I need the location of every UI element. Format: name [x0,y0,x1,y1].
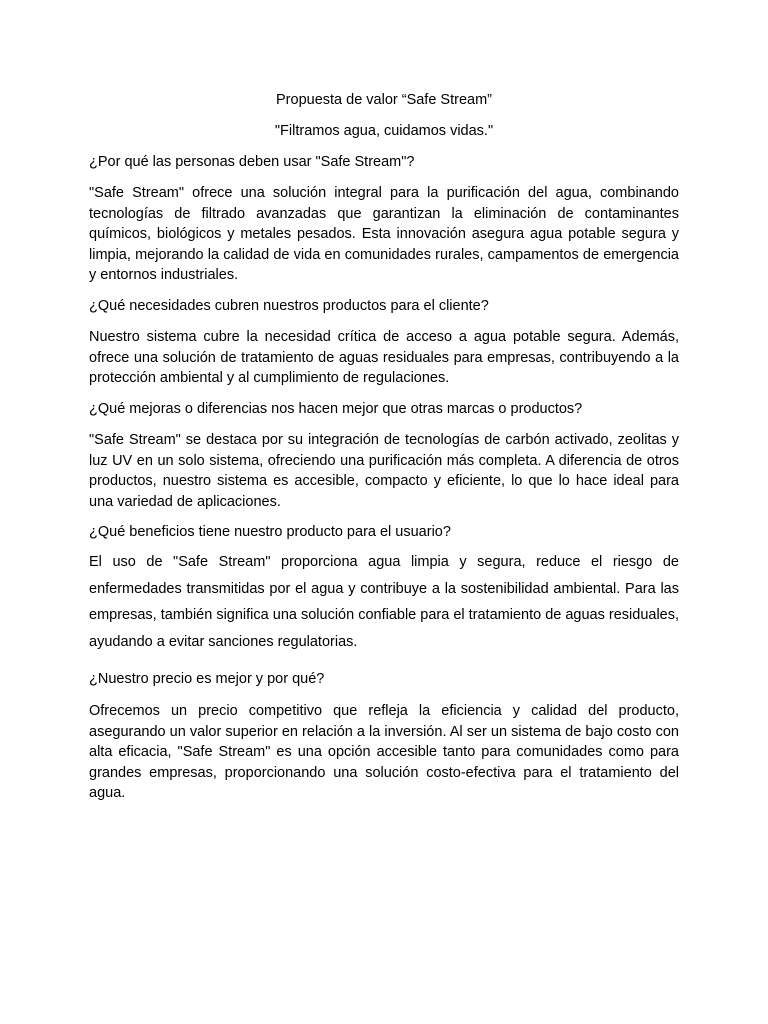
document-page [89,0,679,1024]
section-answer-1: "Safe Stream" ofrece una solución integral para la purificación del agua, combinando tecnologías de filtrado avanzadas que garantizan la eliminación de contaminantes químicos, biológicos y metales pesados. Esta innovación asegura agua potable segura y limpia, mejorando la calidad de vida en comunidades rurales, campamentos de emergencia y entornos industriales. [89,185,679,283]
section-answer-3: "Safe Stream" se destaca por su integración de tecnologías de carbón activado, zeolitas y luz UV en un solo sistema, ofreciendo una purificación más completa. A diferencia de otros productos, nuestro sistema es accesible, compacto y eficiente, lo que lo hace ideal para una variedad de aplicaciones. [89,432,679,510]
section-question-3: ¿Qué mejoras o diferencias nos hacen mejor que otras marcas o productos? [89,401,583,417]
section-answer-4: El uso de "Safe Stream" proporciona agua limpia y segura, reduce el riesgo de enfermedades transmitidas por el agua y contribuye a la sostenibilidad ambiental. Para las empresas, también significa una solución confiable para el tratamiento de aguas residuales, ayudando a evitar sanciones regulatorias. [89,554,680,650]
document-slogan: "Filtramos agua, cuidamos vidas." [274,123,494,139]
section-question-4: ¿Qué beneficios tiene nuestro producto para el usuario? [89,524,451,540]
section-question-2: ¿Qué necesidades cubren nuestros productos para el cliente? [89,298,489,314]
section-question-1: ¿Por qué las personas deben usar "Safe Stream"? [89,154,415,170]
section-answer-5: Ofrecemos un precio competitivo que refleja la eficiencia y calidad del producto, asegurando un valor superior en relación a la inversión. Al ser un sistema de bajo costo con alta eficacia, "Safe Stream" es una opción accesible tanto para comunidades como para grandes empresas, proporcionando una solución costo-efectiva para el tratamiento del agua. [89,703,679,801]
section-question-5: ¿Nuestro precio es mejor y por qué? [89,671,325,687]
section-answer-2: Nuestro sistema cubre la necesidad crítica de acceso a agua potable segura. Además, ofrece una solución de tratamiento de aguas residuales para empresas, contribuyendo a la protección ambiental y al cumplimiento de regulaciones. [89,329,679,386]
document-title: Propuesta de valor “Safe Stream” [276,92,492,108]
